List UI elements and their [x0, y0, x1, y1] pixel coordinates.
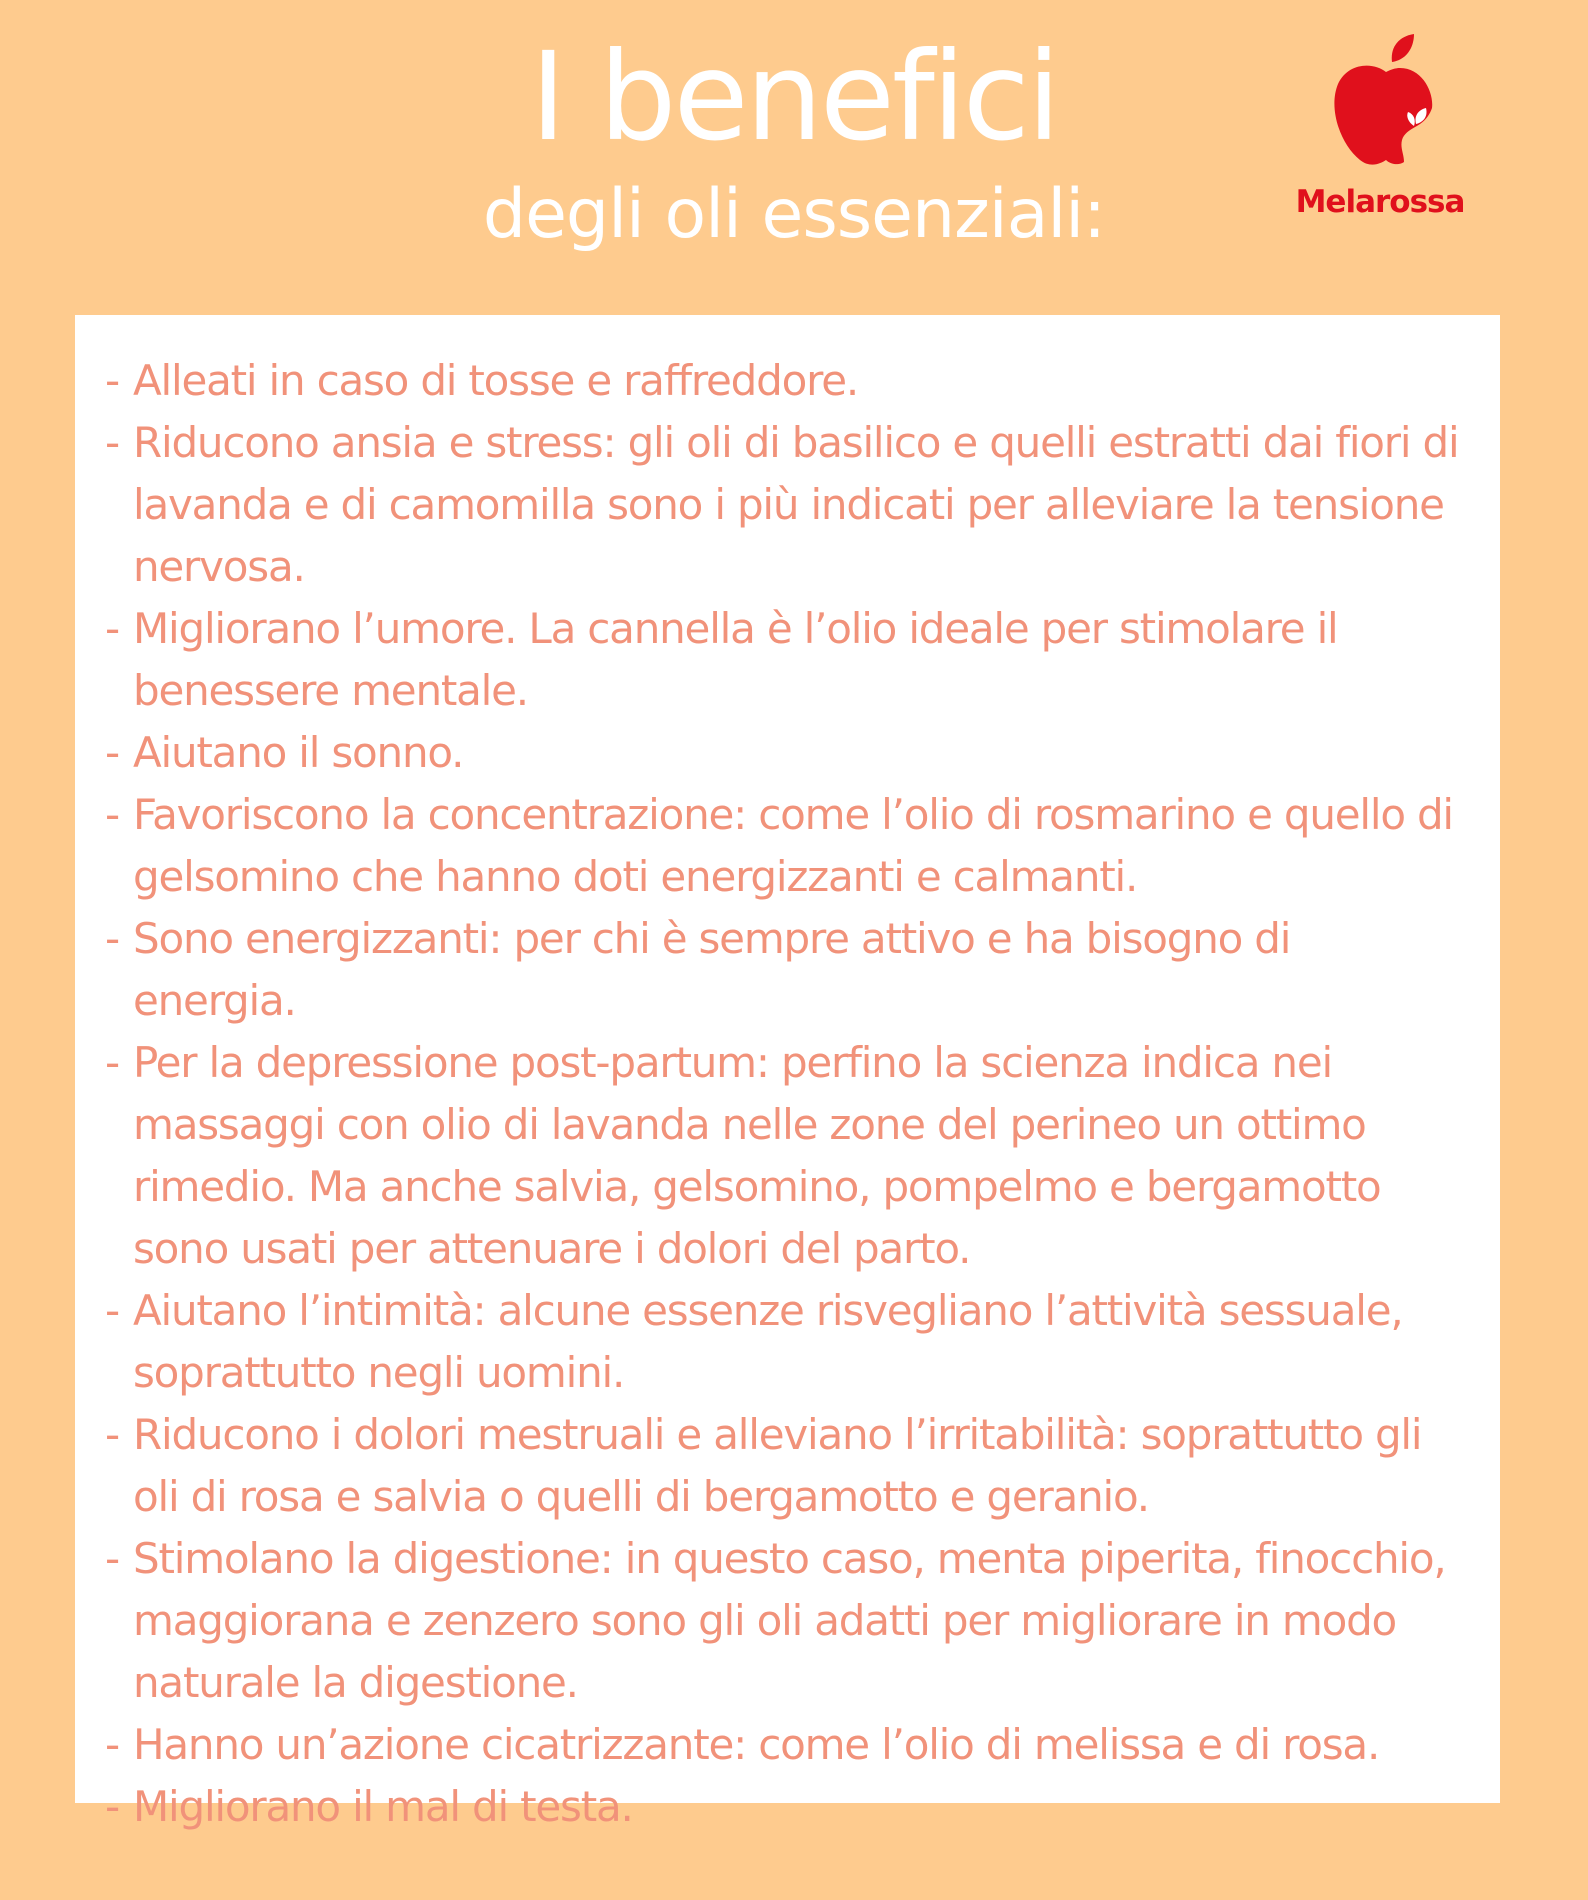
- list-item: - Aiutano il sonno.: [105, 722, 1460, 784]
- list-item: - Favoriscono la concentrazione: come l’olio di rosmarino e quello di gelsomino che hanno doti energizzanti e calmanti.: [105, 784, 1460, 908]
- page-title: I benefici: [530, 26, 1058, 168]
- apple-icon: [1330, 32, 1440, 172]
- page-subtitle: degli oli essenziali:: [482, 175, 1106, 254]
- melarossa-logo: [1290, 32, 1470, 222]
- list-item: - Riducono ansia e stress: gli oli di basilico e quelli estratti dai fiori di lavanda e di camomilla sono i più indicati per alleviare la tensione nervosa.: [105, 412, 1460, 598]
- list-item: - Alleati in caso di tosse e raffreddore.: [105, 350, 1460, 412]
- list-item: - Sono energizzanti: per chi è sempre attivo e ha bisogno di energia.: [105, 908, 1460, 1032]
- list-item: - Riducono i dolori mestruali e alleviano l’irritabilità: soprattutto gli oli di rosa e salvia o quelli di bergamotto e geranio.: [105, 1404, 1460, 1528]
- list-item: - Per la depressione post-partum: perfino la scienza indica nei massaggi con olio di lavanda nelle zone del perineo un ottimo rimedio. Ma anche salvia, gelsomino, pompelmo e bergamotto sono usati per attenuare i dolori del parto.: [105, 1032, 1460, 1280]
- list-item: - Migliorano il mal di testa.: [105, 1776, 1460, 1838]
- logo-text: Melarossa: [1295, 184, 1465, 220]
- list-item: - Aiutano l’intimità: alcune essenze risvegliano l’attività sessuale, soprattutto negli uomini.: [105, 1280, 1460, 1404]
- list-item: - Migliorano l’umore. La cannella è l’olio ideale per stimolare il benessere mentale.: [105, 598, 1460, 722]
- list-item: - Hanno un’azione cicatrizzante: come l’olio di melissa e di rosa.: [105, 1714, 1460, 1776]
- benefits-list: [75, 315, 1500, 1838]
- benefits-card: [75, 315, 1500, 1831]
- list-item: - Stimolano la digestione: in questo caso, menta piperita, finocchio, maggiorana e zenzero sono gli oli adatti per migliorare in modo naturale la digestione.: [105, 1528, 1460, 1714]
